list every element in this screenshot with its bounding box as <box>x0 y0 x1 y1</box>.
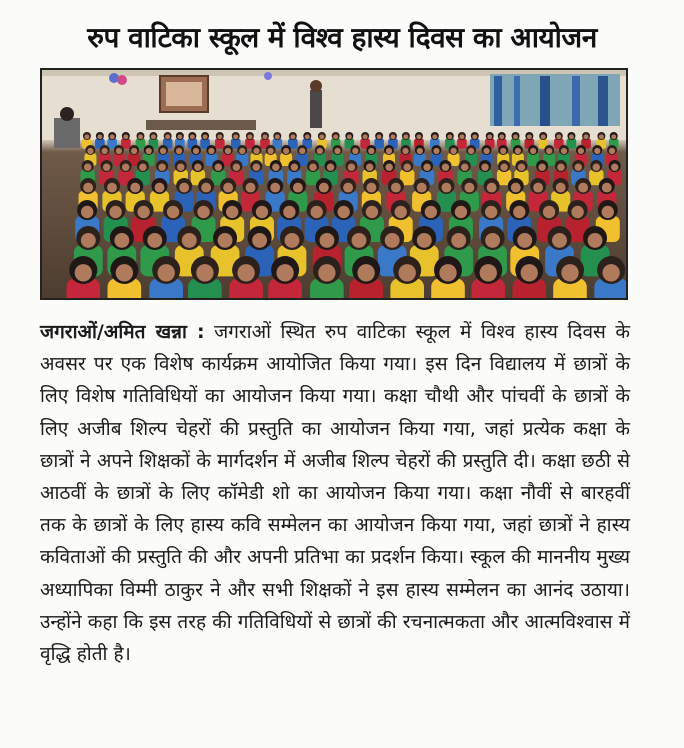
student-face <box>283 148 289 154</box>
student-face <box>87 148 93 154</box>
student-face <box>515 148 521 154</box>
student-face <box>114 233 129 248</box>
student-face <box>81 206 93 218</box>
student-face <box>402 148 408 154</box>
student-face <box>541 134 546 139</box>
student-face <box>84 134 89 139</box>
student-face <box>472 134 477 139</box>
student-face <box>197 206 209 218</box>
student-face <box>556 183 566 193</box>
student-face <box>237 264 254 281</box>
student-face <box>599 134 604 139</box>
student-face <box>569 134 574 139</box>
student-face <box>233 134 238 139</box>
student-face <box>513 206 525 218</box>
student-face <box>602 206 614 218</box>
student-face <box>487 134 492 139</box>
student-face <box>556 134 561 139</box>
student-face <box>268 148 274 154</box>
student-face <box>571 206 583 218</box>
student-face <box>75 264 92 281</box>
student-face <box>327 163 334 170</box>
student-face <box>432 134 437 139</box>
student-face <box>593 163 600 170</box>
student-face <box>385 163 392 170</box>
student-face <box>165 134 170 139</box>
student-face <box>511 183 521 193</box>
student-face <box>546 148 552 154</box>
student-face <box>139 163 146 170</box>
student-face <box>317 148 323 154</box>
student-face <box>352 148 358 154</box>
student-face <box>500 148 506 154</box>
student-face <box>252 233 267 248</box>
student-face <box>182 233 197 248</box>
student-face <box>500 163 507 170</box>
student-face <box>208 148 214 154</box>
student-face <box>423 163 430 170</box>
student-face <box>552 233 567 248</box>
student-face <box>602 264 619 281</box>
student-face <box>485 233 500 248</box>
student-face <box>190 134 195 139</box>
student-face <box>403 134 408 139</box>
student-face <box>293 183 303 193</box>
student-face <box>176 148 182 154</box>
student-face <box>483 148 489 154</box>
student-face <box>103 163 110 170</box>
student-face <box>215 163 222 170</box>
student-face <box>218 233 233 248</box>
student-face <box>386 148 392 154</box>
student-face <box>318 264 335 281</box>
student-face <box>167 206 179 218</box>
student-face <box>611 163 618 170</box>
student-face <box>272 163 279 170</box>
student-face <box>348 163 355 170</box>
student-face <box>97 134 102 139</box>
student-face <box>530 148 536 154</box>
student-face <box>485 206 497 218</box>
student-face <box>122 163 129 170</box>
student-face <box>464 183 474 193</box>
student-face <box>368 148 374 154</box>
student-face <box>203 134 208 139</box>
student-face <box>588 233 603 248</box>
student-face <box>333 134 338 139</box>
student-face <box>225 148 231 154</box>
student-face <box>468 148 474 154</box>
student-face <box>433 148 439 154</box>
student-face <box>461 163 468 170</box>
student-face <box>130 183 140 193</box>
student-face <box>256 206 268 218</box>
student-face <box>533 183 543 193</box>
article-headline: रुप वाटिका स्कूल में विश्व हास्य दिवस का आयोजन <box>87 21 597 54</box>
student-face <box>561 264 578 281</box>
student-face <box>334 148 340 154</box>
student-face <box>399 264 416 281</box>
student-face <box>337 206 349 218</box>
article-photo <box>40 68 628 300</box>
student-face <box>377 134 382 139</box>
student-face <box>247 134 252 139</box>
student-face <box>177 134 182 139</box>
student-face <box>347 134 352 139</box>
student-face <box>521 264 538 281</box>
student-face <box>480 264 497 281</box>
student-face <box>83 183 93 193</box>
student-face <box>578 148 584 154</box>
student-face <box>416 134 421 139</box>
student-face <box>276 264 293 281</box>
student-face <box>131 148 137 154</box>
student-face <box>299 148 305 154</box>
student-face <box>518 163 525 170</box>
student-face <box>263 134 268 139</box>
student-face <box>253 163 260 170</box>
student-face <box>291 163 298 170</box>
student-face <box>499 134 504 139</box>
student-face <box>594 148 600 154</box>
student-face <box>366 163 373 170</box>
student-face <box>196 264 213 281</box>
student-face <box>561 148 567 154</box>
next-article-fragment <box>0 734 684 748</box>
student-face <box>309 163 316 170</box>
student-face <box>609 148 615 154</box>
student-face <box>201 183 211 193</box>
student-face <box>123 134 128 139</box>
students-crowd-image <box>42 70 626 298</box>
student-face <box>366 183 376 193</box>
student-face <box>538 163 545 170</box>
student-face <box>158 163 165 170</box>
student-face <box>110 134 115 139</box>
article-paragraph: जगराओं स्थित रुप वाटिका स्कूल में विश्व हास्य दिवस के अवसर पर एक विशेष कार्यक्रम आयोजित किया गया। इस दिन विद्यालय में छात्रों के लिए विशेष गतिविधियों का आयोजन किया गया। कक्षा चौथी और पांचवीं के छात्रों के लिए अजीब शिल्प चेहरों की प्रस्तुति का आयोजन किया गया, जहां प्रत्येक कक्षा के छात्रों ने अपने शिक्षकों के मार्गदर्शन में अजीब शिल्प चेहरों की प्रस्तुति दी। कक्षा छठी से आठवीं के छात्रों के लिए कॉमेडी शो का आयोजन किया गया। कक्षा नौवीं से बारहवीं तक के छात्रों के लिए हास्य कवि सम्मेलन का आयोजन किया गया, जहां छात्रों ने हास्य कविताओं की प्रस्तुति की और अपनी प्रतिभा का प्रदर्शन किया। स्कूल की माननीय मुख्य अध्यापिका विम्मी ठाकुर ने और सभी शिक्षकों ने इस हास्य सम्मेलन का आनंद उठाया। उन्होंने कहा कि इस तरह की गतिविधियों से छात्रों की रचनात्मकता और आत्मविश्वास में वृद्धि होती है। <box>40 321 630 666</box>
student-face <box>451 233 466 248</box>
student-face <box>246 183 256 193</box>
student-face <box>455 206 467 218</box>
student-face <box>390 134 395 139</box>
student-face <box>357 264 374 281</box>
student-face <box>602 183 612 193</box>
student-face <box>363 134 368 139</box>
student-face <box>116 148 122 154</box>
student-face <box>527 134 532 139</box>
student-face <box>385 233 400 248</box>
student-face <box>584 134 589 139</box>
student-face <box>194 163 201 170</box>
student-face <box>543 206 555 218</box>
student-face <box>611 134 616 139</box>
student-face <box>84 163 91 170</box>
student-face <box>285 233 300 248</box>
student-face <box>513 134 518 139</box>
student-face <box>177 163 184 170</box>
student-face <box>578 183 588 193</box>
student-face <box>81 233 96 248</box>
student-face <box>233 163 240 170</box>
previous-article-fragment <box>0 0 684 10</box>
student-face <box>447 134 452 139</box>
student-face <box>391 183 401 193</box>
student-face <box>575 163 582 170</box>
student-face <box>404 163 411 170</box>
student-face <box>319 134 324 139</box>
student-face <box>116 264 133 281</box>
student-face <box>425 206 437 218</box>
student-face <box>102 148 108 154</box>
student-face <box>417 233 432 248</box>
student-face <box>310 206 322 218</box>
student-face <box>217 134 222 139</box>
student-face <box>275 134 280 139</box>
student-face <box>193 148 199 154</box>
student-face <box>441 183 451 193</box>
article-body <box>40 316 630 670</box>
student-face <box>226 206 238 218</box>
student-face <box>160 148 166 154</box>
student-face <box>270 183 280 193</box>
student-face <box>459 134 464 139</box>
student-face <box>179 183 189 193</box>
student-face <box>395 206 407 218</box>
student-face <box>283 206 295 218</box>
student-face <box>487 183 497 193</box>
student-face <box>151 134 156 139</box>
student-face <box>223 183 233 193</box>
student-face <box>517 233 532 248</box>
student-face <box>137 206 149 218</box>
student-face <box>253 148 259 154</box>
student-face <box>305 134 310 139</box>
student-face <box>417 148 423 154</box>
student-face <box>320 233 335 248</box>
student-face <box>239 148 245 154</box>
student-face <box>439 264 456 281</box>
student-face <box>343 183 353 193</box>
student-face <box>109 206 121 218</box>
student-face <box>290 134 295 139</box>
student-face <box>158 264 175 281</box>
student-face <box>319 183 329 193</box>
student-face <box>155 183 165 193</box>
student-face <box>138 134 143 139</box>
student-face <box>147 233 162 248</box>
student-face <box>450 148 456 154</box>
student-face <box>481 163 488 170</box>
student-face <box>146 148 152 154</box>
student-face <box>107 183 117 193</box>
student-face <box>352 233 367 248</box>
student-face <box>366 206 378 218</box>
byline: जगराओं/अमित खन्ना : <box>40 321 205 343</box>
student-face <box>557 163 564 170</box>
student-face <box>442 163 449 170</box>
student-face <box>417 183 427 193</box>
